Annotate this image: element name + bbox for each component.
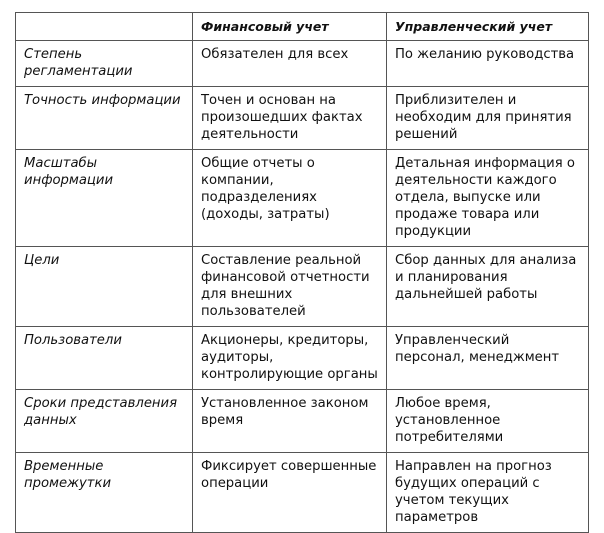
table-row (16, 87, 589, 150)
row-label: Степень регламентации (16, 41, 193, 87)
table-row (16, 247, 589, 327)
managerial-cell: Любое время, установленное потребителями (387, 390, 589, 453)
header-row (16, 13, 589, 41)
header-managerial: Управленческий учет (387, 13, 589, 41)
managerial-cell: По желанию руководства (387, 41, 589, 87)
financial-cell: Точен и основан на произошедших фактах деятельности (193, 87, 387, 150)
financial-cell: Установленное законом время (193, 390, 387, 453)
table-row (16, 327, 589, 390)
financial-cell: Фиксирует совершенные операции (193, 453, 387, 533)
managerial-cell: Детальная информация о деятельности каждого отдела, выпуске или продаже товара или продукции (387, 150, 589, 247)
row-label: Масштабы информации (16, 150, 193, 247)
financial-cell: Акционеры, кредиторы, аудиторы, контролирующие органы (193, 327, 387, 390)
financial-cell: Составление реальной финансовой отчетности для внешних пользователей (193, 247, 387, 327)
header-empty-cell (16, 13, 193, 41)
row-label: Сроки представления данных (16, 390, 193, 453)
row-label: Цели (16, 247, 193, 327)
table-row (16, 41, 589, 87)
row-label: Пользователи (16, 327, 193, 390)
managerial-cell: Сбор данных для анализа и планирования дальнейшей работы (387, 247, 589, 327)
row-label: Временные промежутки (16, 453, 193, 533)
table-row (16, 150, 589, 247)
table-row (16, 390, 589, 453)
comparison-table (15, 12, 589, 533)
row-label: Точность информации (16, 87, 193, 150)
managerial-cell: Направлен на прогноз будущих операций с учетом текущих параметров (387, 453, 589, 533)
financial-cell: Обязателен для всех (193, 41, 387, 87)
financial-cell: Общие отчеты о компании, подразделениях (доходы, затраты) (193, 150, 387, 247)
managerial-cell: Приблизителен и необходим для принятия решений (387, 87, 589, 150)
header-financial: Финансовый учет (193, 13, 387, 41)
managerial-cell: Управленческий персонал, менеджмент (387, 327, 589, 390)
table-row (16, 453, 589, 533)
